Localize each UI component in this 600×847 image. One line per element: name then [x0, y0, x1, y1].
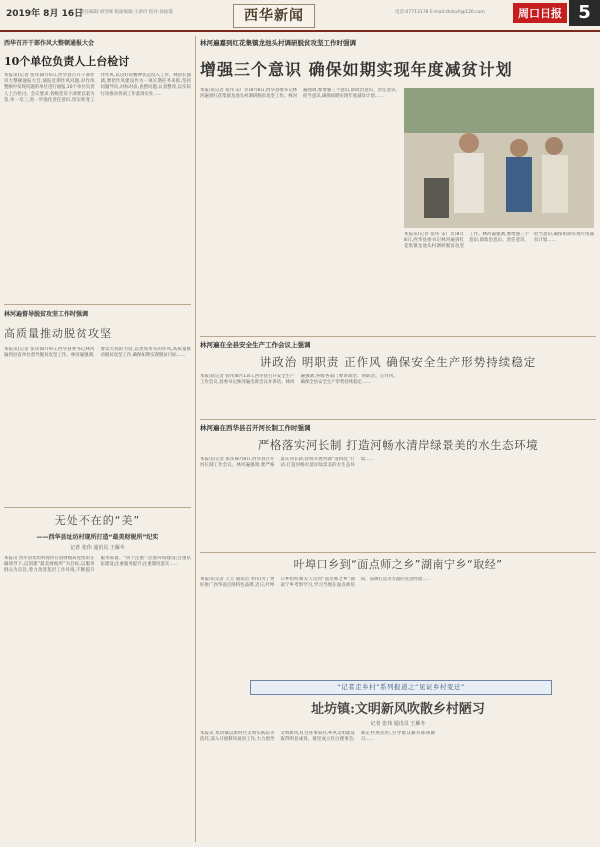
- col1b-body: 本报讯(记者 张伟)8月9日,西华县委书记林河遍到县直单位督导脱贫攻坚工作。林河遍强调,要以大抓的力度,以更加务实的作风,高质量推动脱贫攻坚工作,确保如期实现脱贫目标……: [4, 347, 191, 359]
- mid-story3-headline: 叶埠口乡到“面点师之乡”湖南宁乡“取经”: [293, 558, 503, 571]
- col1-divider-2: [4, 507, 191, 508]
- page-number: 5: [569, 0, 600, 26]
- mid-story2-headline: 严格落实河长制 打造河畅水清岸绿景美的水生态环境: [257, 438, 539, 452]
- contact-meta: 电话:07713178 E-mail:zkrbxh@126.com: [395, 10, 485, 15]
- feature-body: 本报讯 址坊镇以新时代文明实践站为依托,深入开展移风易俗工作,大力倡导文明新风,红白喜事简办,乡风文明建设取得明显成效。镇里成立红白理事会,制定村规民约,引导群众摒弃陈规陋习……: [200, 731, 436, 743]
- col1b-headline: 高质量推动脱贫攻坚: [4, 327, 112, 340]
- top-story-body: 本报讯(记者 张伟 宋广臣)8月8日,西华县委书记林河遍到红花集镇龙池头村调研脱贫攻坚工作。林河遍强调,要增强三个意识,即政治意识、责任意识、担当意识,确保如期实现年度减贫计划……: [200, 88, 400, 100]
- feature-banner-text: “记者走乡村”系列报道之“见证乡村变迁”: [337, 683, 465, 691]
- col1c-subtitle: ——西华县址坊村现所打造“最美财税所”纪实: [36, 534, 159, 541]
- divider-mid-1: [200, 419, 596, 420]
- col1c-headline: 无处不在的“美”: [54, 514, 141, 527]
- section-title-text: 西华新闻: [244, 8, 304, 24]
- newspaper-logo: 周口日报: [513, 3, 567, 23]
- mid-story3-body: 本报讯(记者 王立 通讯员 李伟)为了更好推广西华面点师特色品牌,近日,叶埠口乡组织相关人员到“面点师之乡”湖南宁乡考察学习,学习当地在面点师培训、品牌打造等方面的先进经验……: [200, 577, 432, 589]
- col1-story-a: [4, 38, 191, 300]
- editor-meta: 责任编辑:刘雪峰 版面编辑:王新玲 校对:孙仙霞: [80, 10, 173, 15]
- mid-story2-body: 本报讯(记者 张伟)8月8日,西华县召开河长制工作会议。林河遍强调,要严格落实河长制,持续开展河湖“清四乱”行动,打造河畅水清岸绿景美的水生态环境……: [200, 457, 374, 469]
- col1-divider-1: [4, 304, 191, 305]
- masthead-rule: [0, 30, 600, 32]
- col1c-body: 本报讯 西华县址坊村现所在县财税局党组的正确领导下,以创建“最美财税所”为目标,以服务群众为宗旨,着力改善基层工作环境,不断提升服务质量。“四个注重”:注重环境建设;注重队伍建设;注重服务提升;注重制度落实……: [4, 556, 191, 574]
- mid-story-headline: 讲政治 明职责 正作风 确保安全生产形势持续稳定: [259, 355, 537, 369]
- feature-banner: [250, 680, 552, 695]
- col1b-kicker: 林河遍督导脱贫攻坚工作时强调: [4, 311, 89, 318]
- feature-headline: 址坊镇:文明新风吹散乡村陋习: [311, 702, 485, 717]
- feature-byline: 记者 张伟 通讯员 王雁冬: [370, 721, 426, 727]
- mid-story2-kicker: 林河遍在西华县召开河长制工作时强调: [200, 424, 311, 432]
- col1-story-c: [4, 512, 191, 842]
- mid-story-2: [200, 423, 596, 548]
- mid-story-3: [200, 556, 596, 676]
- mid-story: [200, 340, 596, 418]
- top-story-headline: 增强三个意识 确保如期实现年度减贫计划: [200, 60, 513, 79]
- col1a-body: 本报讯(记者 张伟)8月6日,西华县召开干部作风大整顿通报大会,通报近期作风问题,对作风整顿中发现问题的单位进行通报,10个单位负责人上台检讨。会议要求,各级党员干部要以案为鉴,举一反三,进一步强化责任意识,切实转变工作作风,以良好的精神状态投入工作。林县长强调,要把作风建设作为一项长期任务来抓,坚持问题导向,对标对表,查摆问题,认真整改,以实际行动推动各项工作落到实处……: [4, 73, 191, 103]
- divider-top-story: [200, 336, 596, 337]
- top-story-kicker: 林河遍嘉到红花集镇龙池头村调研脱贫攻坚工作时强调: [200, 39, 356, 47]
- col1a-headline: 10个单位负责人上台检讨: [4, 55, 130, 68]
- mid-story-kicker: 林河遍在全县安全生产工作会议上强调: [200, 341, 311, 349]
- top-story-photo: [404, 88, 594, 228]
- column-divider: [195, 36, 196, 842]
- top-story-body-2: 本报讯(记者 张伟 宋广臣)8月8日,西华县委书记林河遍到红花集镇龙池头村调研脱贫攻坚工作。林河遍强调,要增强三个意识,即政治意识、责任意识、担当意识,确保如期实现年度减贫计划……: [404, 232, 594, 250]
- section-title: [233, 4, 315, 28]
- feature-story: [200, 698, 596, 842]
- mid-story-body: 本报讯(记者 张伟)8月13日,西华县召开安全生产工作会议,县委书记林河遍出席会议并讲话。林河遍强调,各级各部门要讲政治、明职责、正作风,确保全县安全生产形势持续稳定……: [200, 374, 395, 386]
- divider-mid-2: [200, 552, 596, 553]
- issue-date: 2019年 8月 16日: [6, 9, 84, 19]
- top-story: [200, 38, 596, 334]
- photo-scene: [404, 88, 594, 228]
- col1a-kicker: 西华召开干部作风大整顿通报大会: [4, 40, 95, 47]
- col1-story-b: [4, 309, 191, 504]
- col1c-byline: 记者 张伟 通讯员 王雁冬: [70, 545, 125, 551]
